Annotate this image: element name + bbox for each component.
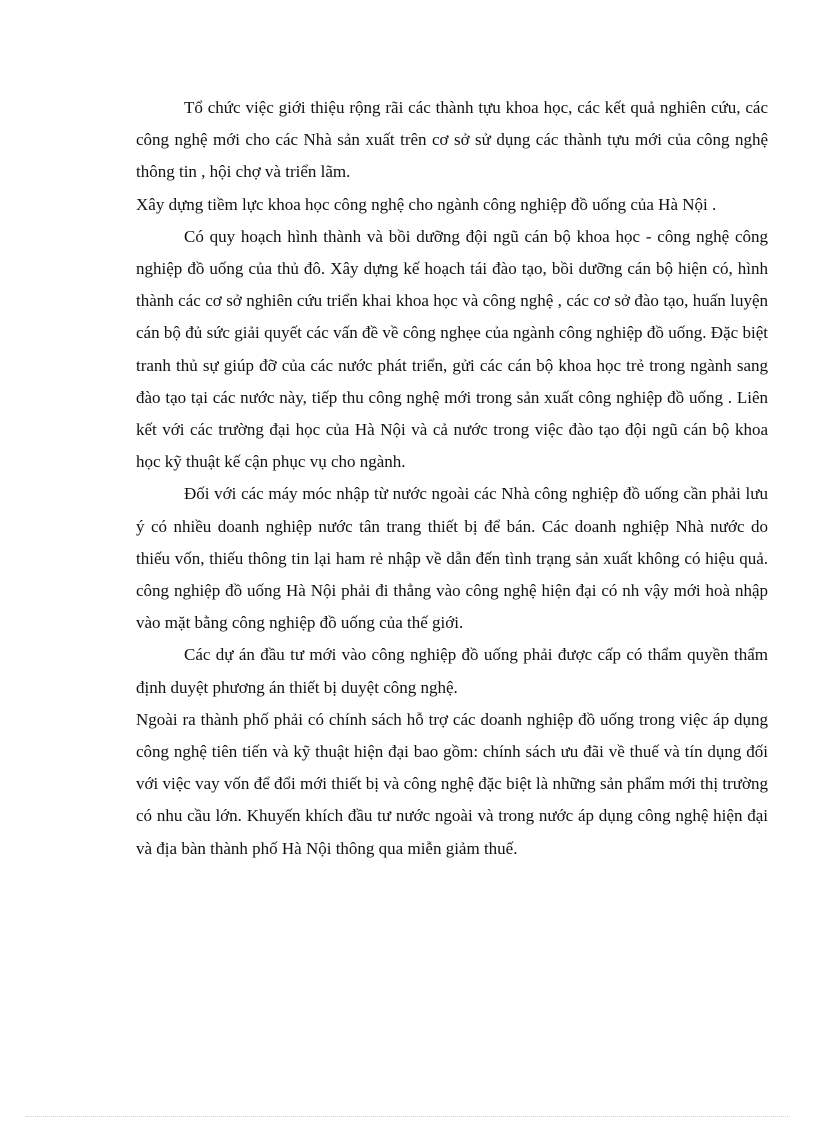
- paragraph-3: Có quy hoạch hình thành và bồi dưỡng đội ngũ cán bộ khoa học - công nghệ công nghiệp đồ uống của thủ đô. Xây dựng kế hoạch tái đào tạo, bồi dưỡng cán bộ hiện có, hình thành các cơ sở nghiên cứu triển khai khoa học và công nghệ , các cơ sở đào tạo, huấn luyện cán bộ đủ sức giải quyết các vấn đề về công nghẹe của ngành công nghiệp đồ uống. Đặc biệt tranh thủ sự giúp đỡ của các nước phát triển, gửi các cán bộ khoa học trẻ trong ngành sang đào tạo tại các nước này, tiếp thu công nghệ mới trong sản xuất công nghiệp đồ uống . Liên kết với các trường đại học của Hà Nội và cả nước trong việc đào tạo đội ngũ cán bộ khoa học kỹ thuật kế cận phục vụ cho ngành.: [136, 226, 768, 472]
- paragraph-6: Ngoài ra thành phố phải có chính sách hỗ trợ các doanh nghiệp đồ uống trong việc áp dụng công nghệ tiên tiến và kỹ thuật hiện đại bao gồm: chính sách ưu đãi về thuế và tín dụng đối với việc vay vốn để đổi mới thiết bị và công nghệ đặc biệt là những sản phẩm mới thị trường có nhu cầu lớn. Khuyến khích đầu tư nước ngoài và trong nước áp dụng công nghệ hiện đại và địa bàn thành phố Hà Nội thông qua miễn giảm thuế.: [136, 709, 768, 858]
- paragraph-4: Đối với các máy móc nhập từ nước ngoài các Nhà công nghiệp đồ uống cần phải lưu ý có nhiều doanh nghiệp nước tân trang thiết bị để bán. Các doanh nghiệp Nhà nước do thiếu vốn, thiếu thông tin lại ham rẻ nhập về dẫn đến tình trạng sản xuất không có hiệu quả. công nghiệp đồ uống Hà Nội phải đi thẳng vào công nghệ hiện đại có nh vậy mới hoà nhập vào mặt bằng công nghiệp đồ uống của thế giới.: [136, 484, 768, 633]
- paragraph-5: Các dự án đầu tư mới vào công nghiệp đồ uống phải được cấp có thẩm quyền thẩm định duyệt phương án thiết bị duyệt công nghệ.: [136, 645, 768, 697]
- paragraph-2-heading: Xây dựng tiềm lực khoa học công nghệ cho ngành công nghiệp đồ uống của Hà Nội .: [136, 194, 717, 214]
- page-bottom-divider: [26, 1116, 790, 1117]
- document-body: [136, 92, 768, 865]
- paragraph-1: Tổ chức việc giới thiệu rộng rãi các thành tựu khoa học, các kết quả nghiên cứu, các công nghệ mới cho các Nhà sản xuất trên cơ sở sử dụng các thành tựu mới của công nghệ thông tin , hội chợ và triển lãm.: [136, 98, 768, 182]
